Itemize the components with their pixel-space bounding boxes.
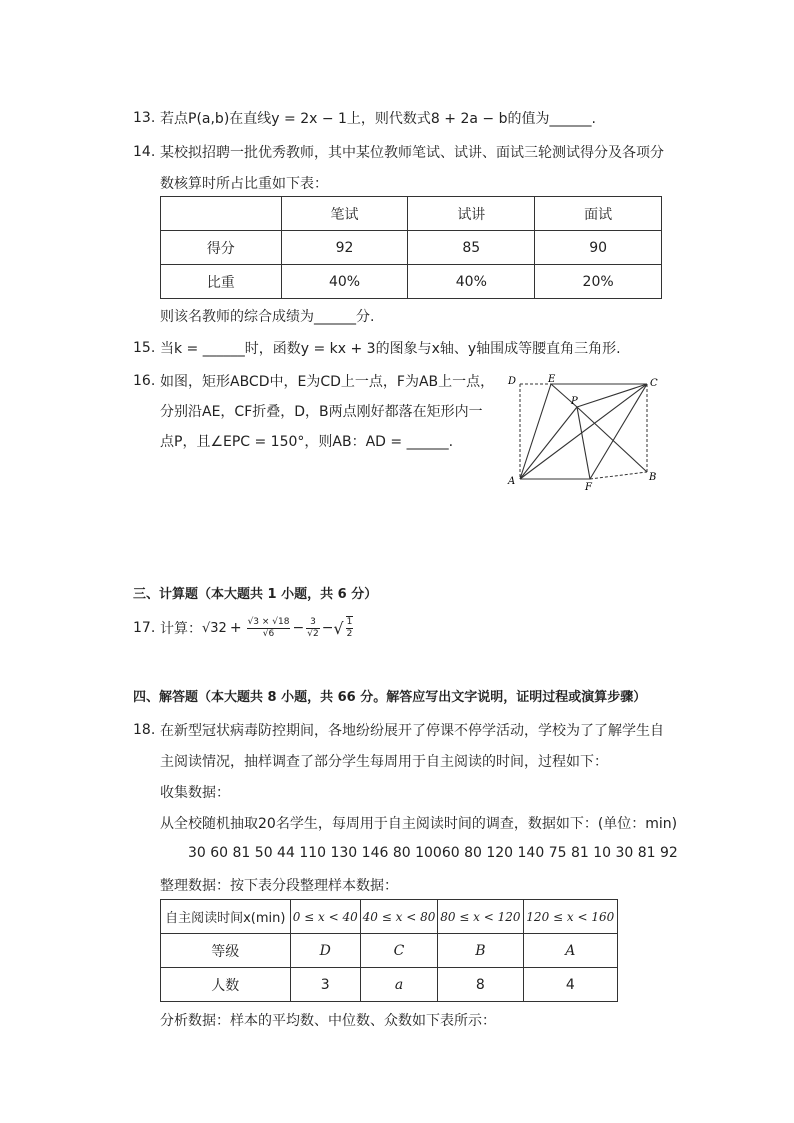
reading-table-header: 120 ≤ x < 160: [523, 900, 617, 934]
q17-fraction-2-denominator: √2: [307, 628, 319, 639]
q16-line3: 点P，且∠EPC = 150°，则AB：AD = ______.: [160, 434, 454, 450]
reading-table-header: 80 ≤ x < 120: [438, 900, 523, 934]
q16-line2: 分别沿AE，CF折叠，D，B两点刚好都落在矩形内一: [160, 404, 483, 420]
q18-analyze: 分析数据：样本的平均数、中位数、众数如下表所示：: [160, 1013, 496, 1029]
q17-fraction-1: [247, 617, 291, 640]
q17-fraction-3-numerator: 1: [346, 617, 353, 627]
reading-table-cell: D: [290, 934, 360, 968]
score-table-cell: 85: [408, 231, 535, 265]
score-table-cell: 92: [281, 231, 408, 265]
q17-plus: +: [229, 620, 242, 636]
score-table-cell: 90: [535, 231, 662, 265]
q15-text: 当k = ______时，函数y = kx + 3的图象与x轴、y轴围成等腰直角三角形.: [160, 341, 621, 357]
q17-fraction-2: [306, 617, 319, 640]
label-f: F: [585, 482, 592, 492]
reading-table-cell: a: [360, 968, 437, 1002]
score-table-cell: 40%: [281, 265, 408, 299]
score-table: [160, 196, 662, 299]
q17-fraction-2-numerator: 3: [306, 617, 319, 629]
q15-number: 15.: [133, 340, 156, 356]
q17-number: 17.: [133, 620, 156, 636]
reading-table-cell: B: [438, 934, 523, 968]
rectangle-fold-figure: [505, 372, 665, 492]
reading-table-cell: 8: [438, 968, 523, 1002]
label-e: E: [548, 374, 556, 385]
label-p: P: [571, 396, 578, 407]
reading-table-cell: 3: [290, 968, 360, 1002]
score-table-header: 试讲: [408, 197, 535, 231]
q17-fraction-1-denominator: √6: [262, 628, 275, 639]
score-table-cell: 得分: [161, 231, 282, 265]
q18-data: 30 60 81 50 44 110 130 146 80 10060 80 120 140 75 81 10 30 81 92: [188, 845, 678, 861]
score-table-cell: 40%: [408, 265, 535, 299]
q16-number: 16.: [133, 373, 156, 389]
reading-table-header: 40 ≤ x < 80: [360, 900, 437, 934]
q17-expression: 计算： √32 + $\frac{√3 \times √18}{√6}$ − $\frac{3}{√2}$ − √ $\frac{1}{2}$: [160, 616, 353, 639]
q13-number: 13.: [133, 110, 156, 126]
label-b: B: [649, 472, 657, 483]
reading-table-header: 0 ≤ x < 40: [290, 900, 360, 934]
label-a: A: [508, 476, 516, 487]
q17-minus-1: −: [292, 620, 305, 636]
q14-line1: 某校拟招聘一批优秀教师，其中某位教师笔试、试讲、面试三轮测试得分及各项分: [160, 145, 664, 161]
q16-line1: 如图，矩形ABCD中，E为CD上一点，F为AB上一点，: [160, 374, 495, 390]
q14-line2: 数核算时所占比重如下表：: [160, 176, 328, 192]
reading-table-cell: 人数: [161, 968, 291, 1002]
label-d: D: [508, 376, 517, 387]
q13-text: 若点P(a,b)在直线y = 2x − 1上，则代数式8 + 2a − b的值为______.: [160, 111, 596, 127]
score-table-cell: 比重: [161, 265, 282, 299]
q17-fraction-3-denominator: 2: [346, 629, 353, 639]
label-c: C: [650, 378, 658, 389]
reading-table-header: 自主阅读时间x(min): [161, 900, 291, 934]
section-4-title: 四、解答题（本大题共 8 小题，共 66 分。解答应写出文字说明，证明过程或演算步骤）: [133, 690, 647, 705]
reading-table-cell: 等级: [161, 934, 291, 968]
q17-prefix: 计算：: [160, 621, 202, 637]
q18-desc: 从全校随机抽取20名学生，每周用于自主阅读时间的调查，数据如下：(单位：min): [160, 816, 678, 832]
q14-number: 14.: [133, 144, 156, 160]
score-table-header: 笔试: [281, 197, 408, 231]
q17-fraction-1-numerator: √3 × √18: [247, 616, 290, 627]
q18-line1: 在新型冠状病毒防控期间，各地纷纷展开了停课不停学活动，学校为了了解学生自: [160, 723, 664, 739]
reading-table-cell: C: [360, 934, 437, 968]
q17-fraction-3: [346, 616, 354, 640]
q18-line2: 主阅读情况，抽样调查了部分学生每周用于自主阅读的时间，过程如下：: [160, 754, 608, 770]
section-3-title: 三、计算题（本大题共 1 小题，共 6 分）: [133, 587, 378, 602]
q17-minus-2: −: [321, 620, 334, 636]
reading-time-table: [160, 899, 618, 1002]
q18-organize: 整理数据：按下表分段整理样本数据：: [160, 878, 398, 894]
q14-after: 则该名教师的综合成绩为______分.: [160, 309, 375, 325]
score-table-cell: 20%: [535, 265, 662, 299]
score-table-header: [161, 197, 282, 231]
score-table-header: 面试: [535, 197, 662, 231]
q18-number: 18.: [133, 722, 156, 738]
q18-collect: 收集数据：: [160, 785, 230, 801]
reading-table-cell: 4: [523, 968, 617, 1002]
reading-table-cell: A: [523, 934, 617, 968]
q17-sqrt32: √32: [202, 620, 227, 636]
